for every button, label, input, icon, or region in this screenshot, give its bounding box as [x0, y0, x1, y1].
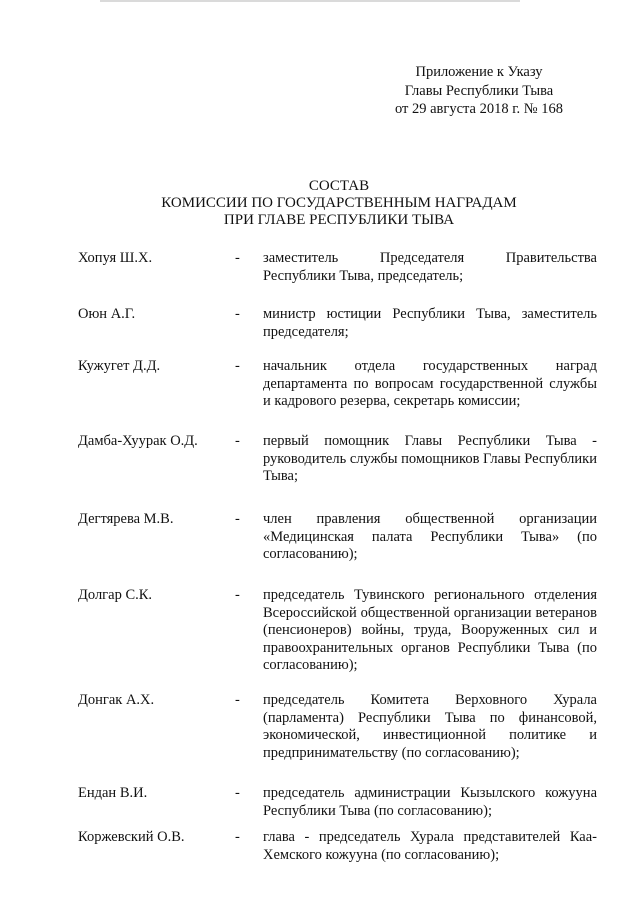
member-dash: -	[235, 587, 240, 603]
member-dash: -	[235, 829, 240, 845]
member-dash: -	[235, 692, 240, 708]
member-role: председатель Комитета Верховного Хурала (парламента) Республики Тыва по финансовой, экономической, инвестиционной политике и предпринимательству (по согласованию);	[263, 692, 597, 761]
member-dash: -	[235, 511, 240, 527]
member-name: Дамба-Хуурак О.Д.	[78, 433, 198, 449]
member-role: председатель администрации Кызылского кожууна Республики Тыва (по согласованию);	[263, 785, 597, 819]
annex-line-1: Приложение к Указу	[415, 64, 543, 80]
member-name: Коржевский О.В.	[78, 829, 185, 845]
member-role: заместитель Председателя Правительства Республики Тыва, председатель;	[263, 250, 597, 284]
member-role: член правления общественной организации «Медицинская палата Республики Тыва» (по согласованию);	[263, 511, 597, 563]
member-name: Оюн А.Г.	[78, 306, 136, 322]
member-dash: -	[235, 358, 240, 374]
member-name: Хопуя Ш.Х.	[78, 250, 153, 266]
member-role: министр юстиции Республики Тыва, заместитель председателя;	[263, 306, 597, 340]
heading-line-3: ПРИ ГЛАВЕ РЕСПУБЛИКИ ТЫВА	[223, 212, 455, 228]
member-name: Ендан В.И.	[78, 785, 148, 801]
member-role: председатель Тувинского регионального отделения Всероссийской общественной организации ветеранов (пенсионеров) войны, труда, Вооруженных сил и правоохранительных органов Республики Тыва (по согласованию);	[263, 587, 597, 674]
member-name: Кужугет Д.Д.	[78, 358, 161, 374]
heading-line-1: СОСТАВ	[308, 178, 370, 194]
annex-line-2: Главы Республики Тыва	[404, 82, 554, 99]
member-name: Дегтярева М.В.	[78, 511, 174, 527]
annex-block	[360, 63, 598, 119]
member-role: первый помощник Главы Республики Тыва - руководитель службы помощников Главы Республики Тыва;	[263, 433, 597, 485]
member-dash: -	[235, 306, 240, 322]
member-name: Донгак А.Х.	[78, 692, 155, 708]
scan-edge-line	[100, 0, 520, 8]
document-heading	[80, 178, 598, 229]
member-dash: -	[235, 785, 240, 801]
heading-line-2: КОМИССИИ ПО ГОСУДАРСТВЕННЫМ НАГРАДАМ	[161, 195, 517, 211]
member-dash: -	[235, 250, 240, 266]
annex-line-3: от 29 августа 2018 г. № 168	[394, 101, 564, 117]
member-role: глава - председатель Хурала представителей Каа-Хемского кожууна (по согласованию);	[263, 829, 597, 863]
member-name: Долгар С.К.	[78, 587, 153, 603]
member-role: начальник отдела государственных наград департамента по вопросам государственной службы и кадрового резерва, секретарь комиссии;	[263, 358, 597, 410]
member-dash: -	[235, 433, 240, 449]
